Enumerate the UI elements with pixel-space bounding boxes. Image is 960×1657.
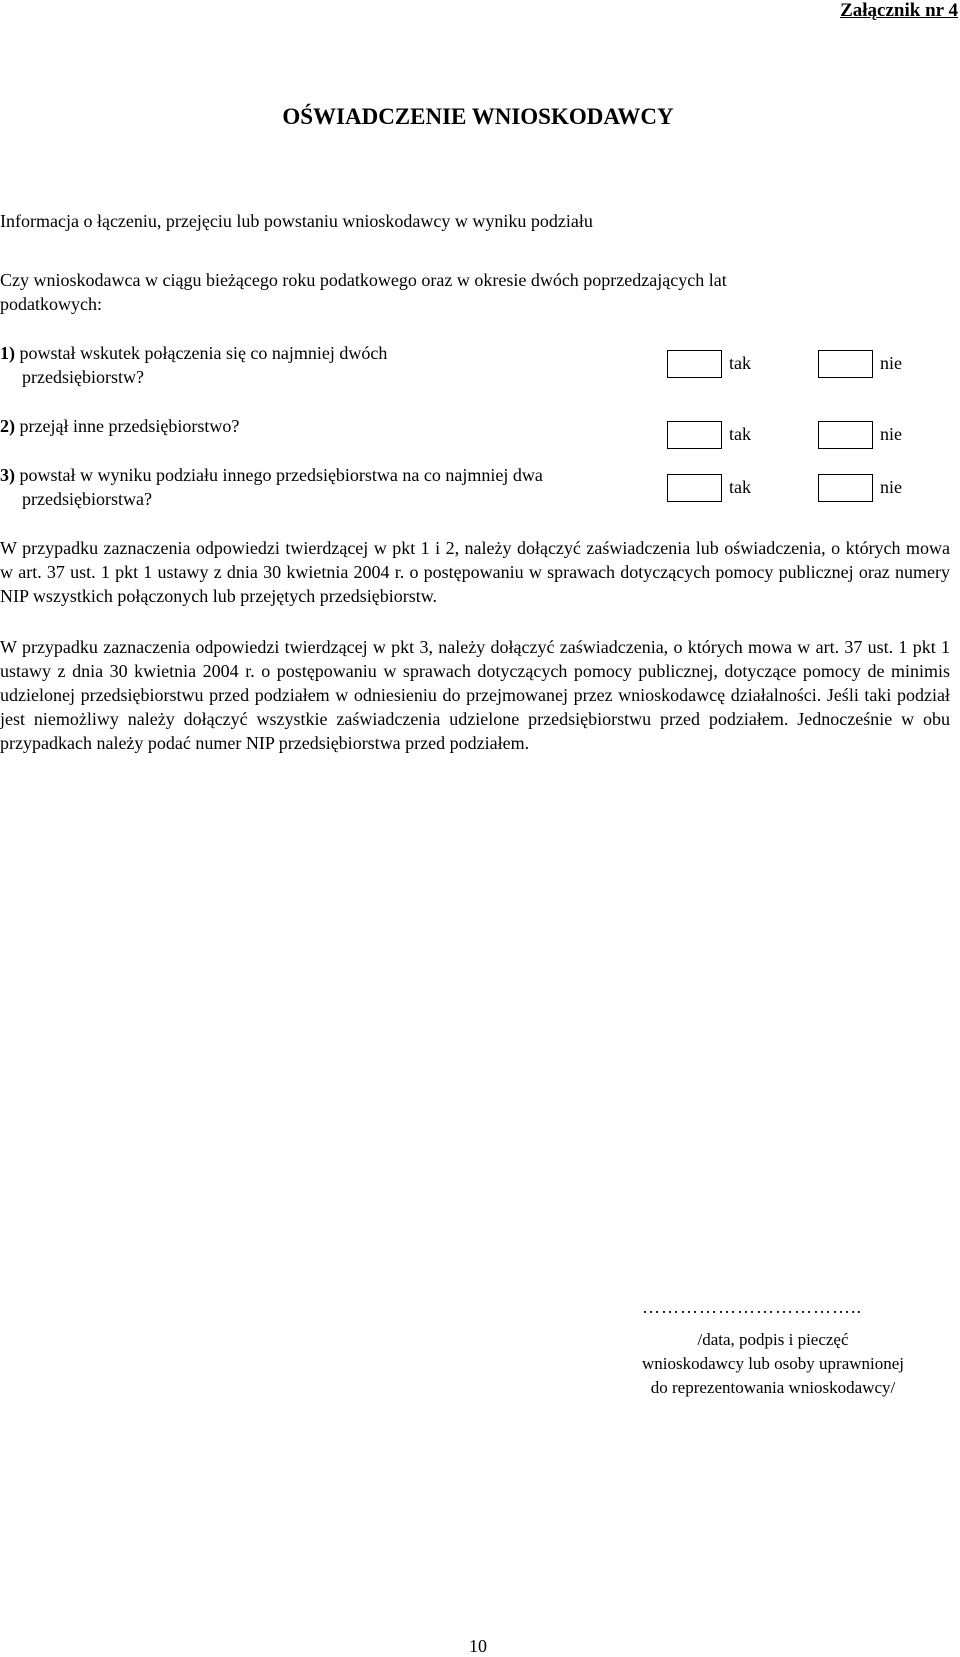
signature-caption-3: do reprezentowania wnioskodawcy/ — [650, 1378, 896, 1397]
question-1-text-cont: przedsiębiorstw? — [22, 367, 144, 387]
question-3 — [0, 463, 640, 511]
question-3-text-cont: przedsiębiorstwa? — [22, 489, 152, 509]
annex-label: Załącznik nr 4 — [840, 0, 958, 21]
question-1-text: powstał wskutek połączenia się co najmniej dwóch — [15, 343, 388, 363]
signature-caption-2: wnioskodawcy lub osoby uprawnionej — [641, 1354, 905, 1373]
question-1 — [0, 341, 640, 389]
question-2 — [0, 414, 640, 438]
question-1-no-label: nie — [880, 353, 902, 373]
paragraph-1: W przypadku zaznaczenia odpowiedzi twierdzącej w pkt 1 i 2, należy dołączyć zaświadczenia lub oświadczenia, o których mowa w art. 37 ust. 1 pkt 1 ustawy z dnia 30 kwietnia 2004 r. o postępowaniu w sprawach dotyczących pomocy publicznej oraz numery NIP wszystkich połączonych lub przejętych przedsiębiorstw. — [0, 538, 950, 606]
question-3-no-checkbox[interactable] — [818, 474, 873, 502]
question-intro-line-1: Czy wnioskodawca w ciągu bieżącego roku podatkowego oraz w okresie dwóch poprzedzających lat — [0, 270, 727, 290]
question-intro-line-2: podatkowych: — [0, 294, 102, 314]
question-1-yes-label: tak — [729, 353, 751, 373]
question-2-yes-checkbox[interactable] — [667, 421, 722, 449]
question-2-no-label: nie — [880, 424, 902, 444]
question-3-yes-checkbox[interactable] — [667, 474, 722, 502]
page-number: 10 — [469, 1636, 487, 1656]
question-3-number: 3) — [0, 465, 15, 485]
question-2-number: 2) — [0, 416, 15, 436]
info-line: Informacja o łączeniu, przejęciu lub powstaniu wnioskodawcy w wyniku podziału — [0, 211, 593, 231]
question-2-text: przejął inne przedsiębiorstwo? — [15, 416, 240, 436]
question-2-no-checkbox[interactable] — [818, 421, 873, 449]
paragraph-2: W przypadku zaznaczenia odpowiedzi twierdzącej w pkt 3, należy dołączyć zaświadczenia, o których mowa w art. 37 ust. 1 pkt 1 ustawy z dnia 30 kwietnia 2004 r. o postępowaniu w sprawach dotyczących pomocy publicznej, dotyczące pomocy de minimis udzielonej przedsiębiorstwu przed podziałem w odniesieniu do przejmowanej przez wnioskodawcę działalności. Jeśli taki podział jest niemożliwy należy dołączyć wszystkie zaświadczenia udzielone przedsiębiorstwu przed podziałem. Jednocześnie w obu przypadkach należy podać numer NIP przedsiębiorstwa przed podziałem. — [0, 637, 950, 753]
question-2-yes-label: tak — [729, 424, 751, 444]
question-1-yes-checkbox[interactable] — [667, 350, 722, 378]
question-1-number: 1) — [0, 343, 15, 363]
question-3-yes-label: tak — [729, 477, 751, 497]
signature-line: …………………………….. — [642, 1297, 862, 1317]
signature-caption-1: /data, podpis i pieczęć — [697, 1330, 849, 1349]
document-title: OŚWIADCZENIE WNIOSKODAWCY — [282, 104, 674, 129]
question-3-text: powstał w wyniku podziału innego przedsiębiorstwa na co najmniej dwa — [15, 465, 543, 485]
question-3-no-label: nie — [880, 477, 902, 497]
question-1-no-checkbox[interactable] — [818, 350, 873, 378]
